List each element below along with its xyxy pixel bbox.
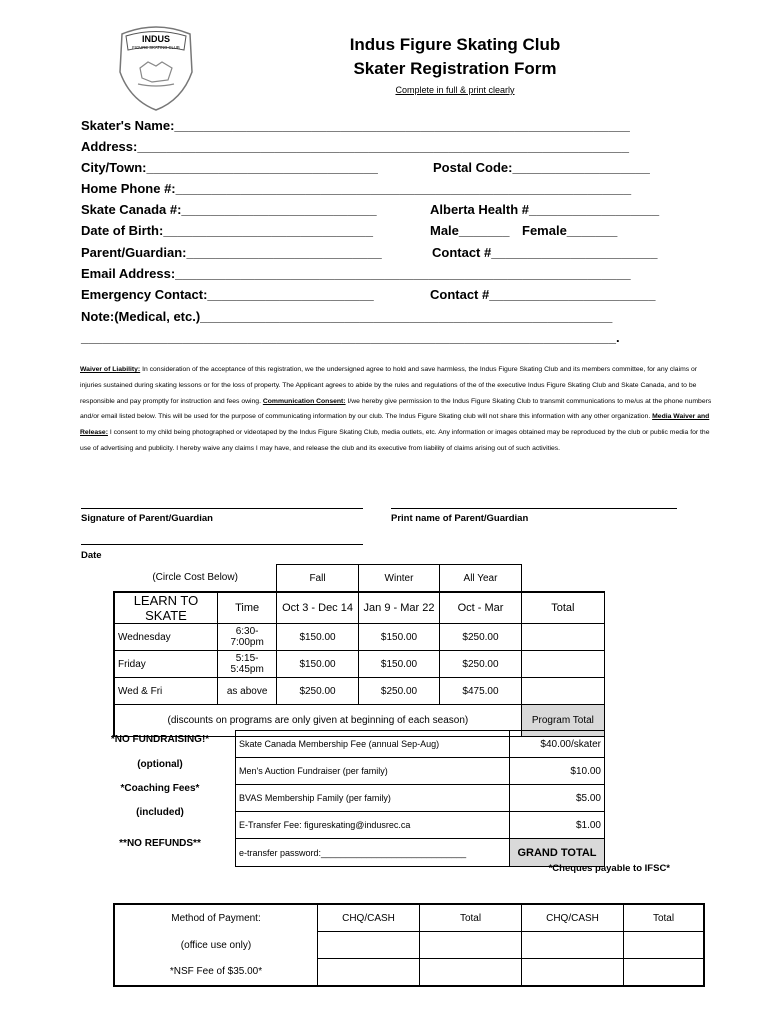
extra-fee-amount[interactable]: $1.00 (510, 812, 605, 839)
logo-text: INDUS (141, 34, 171, 44)
extra-fee-label: E-Transfer Fee: figureskating@indusrec.ca (236, 812, 510, 839)
winter-header: Winter (358, 565, 439, 593)
payment-col-chq2: CHQ/CASH (522, 904, 624, 932)
fee-row-all-year[interactable]: $250.00 (440, 651, 521, 678)
payment-col-total1: Total (420, 904, 522, 932)
fee-row-all-year[interactable]: $475.00 (440, 678, 521, 705)
fee-row-day: Wednesday (114, 624, 217, 651)
extras-table (235, 730, 605, 867)
fee-row-fall[interactable]: $150.00 (277, 651, 358, 678)
alberta-health-field[interactable]: Alberta Health #__________________ (430, 202, 660, 217)
no-fundraising-label: *NO FUNDRAISING!* (110, 734, 210, 745)
etransfer-password-field[interactable]: e-transfer password:_____________________________ (236, 839, 510, 867)
extra-fee-amount[interactable]: $5.00 (510, 785, 605, 812)
fee-row-total[interactable] (521, 678, 604, 705)
time-header: Time (217, 592, 276, 624)
payment-cell[interactable] (624, 959, 705, 987)
payment-cell[interactable] (522, 932, 624, 959)
discount-note: (discounts on programs are only given at beginning of each season) (114, 705, 521, 737)
payment-cell[interactable] (522, 959, 624, 987)
cheques-note: *Cheques payable to IFSC* (548, 863, 670, 874)
postal-code-field[interactable]: Postal Code:___________________ (433, 160, 650, 175)
parent-field[interactable]: Parent/Guardian:___________________________ (81, 245, 382, 260)
note-field[interactable]: Note:(Medical, etc.)_________________________________________________________ (81, 309, 613, 324)
fee-row-total[interactable] (521, 624, 604, 651)
payment-cell[interactable] (624, 932, 705, 959)
total-header: Total (521, 592, 604, 624)
fee-row-day: Friday (114, 651, 217, 678)
extra-fee-label: Men's Auction Fundraiser (per family) (236, 758, 510, 785)
waiver-body-2: I/we hereby give permission to the Indus Figure Skating Club to transmit communications to me/us at the phone numbers and/or email listed below. This will be used for the purpose of communicating information by our club. The Indus Figure Skating club will not share this information with any other organization. (80, 397, 712, 421)
payment-method-label: Method of Payment: (171, 912, 261, 924)
club-logo (112, 22, 200, 112)
nsf-fee-label: *NSF Fee of $35.00* (169, 966, 263, 978)
contact1-field[interactable]: Contact #_______________________ (432, 245, 658, 260)
logo-subtext: FIGURE SKATING CLUB (132, 45, 180, 50)
fee-row-winter[interactable]: $250.00 (358, 678, 439, 705)
form-title-line1: Indus Figure Skating Club (349, 35, 561, 54)
dob-field[interactable]: Date of Birth:_____________________________ (81, 223, 373, 238)
fee-row-time: 6:30-7:00pm (217, 624, 276, 651)
extra-fee-label: BVAS Membership Family (per family) (236, 785, 510, 812)
female-field[interactable]: Female_______ (522, 223, 618, 238)
extra-fee-amount[interactable]: $40.00/skater (510, 731, 605, 758)
city-field[interactable]: City/Town:________________________________ (81, 160, 378, 175)
all-year-dates: Oct - Mar (440, 592, 521, 624)
payment-cell[interactable] (420, 932, 522, 959)
program-total-label: Program Total (521, 705, 604, 737)
payment-col-chq1: CHQ/CASH (318, 904, 420, 932)
fall-header: Fall (277, 565, 358, 593)
payment-cell[interactable] (420, 959, 522, 987)
extra-fee-amount[interactable]: $10.00 (510, 758, 605, 785)
date-label: Date (81, 550, 102, 561)
waiver-heading: Waiver of Liability: (80, 366, 141, 373)
extra-fee-label: Skate Canada Membership Fee (annual Sep-Aug) (236, 731, 510, 758)
fee-row-wednesday[interactable] (114, 624, 605, 651)
home-phone-field[interactable]: Home Phone #:_______________________________________________________________ (81, 181, 632, 196)
male-field[interactable]: Male_______ (430, 223, 510, 238)
skate-canada-field[interactable]: Skate Canada #:___________________________ (81, 202, 377, 217)
contact2-field[interactable]: Contact #_______________________ (430, 287, 656, 302)
fee-row-wed-fri[interactable] (114, 678, 605, 705)
grand-total-label: GRAND TOTAL (510, 839, 605, 867)
print-name-label: Print name of Parent/Guardian (391, 513, 529, 524)
fee-row-fall[interactable]: $250.00 (277, 678, 358, 705)
signature-label: Signature of Parent/Guardian (81, 513, 213, 524)
winter-dates: Jan 9 - Mar 22 (358, 592, 439, 624)
waiver-body-1: In consideration of the acceptance of this registration, we the undersigned agree to hold and save harmless, the Indus Figure Skating Club and its members committee, for any claims or injuries sustained during skating lessons or for the loss of property. The Applicant agrees to abide by the rules and regulations of the of the executive Indus Figure Skating Club and Skate Canada, and to be responsible and pay promptly for instruction and fees owing. (80, 366, 698, 405)
waiver-text (80, 362, 720, 457)
all-year-header: All Year (440, 565, 521, 593)
media-waiver-heading: Media Waiver and Release: (80, 413, 710, 437)
communication-consent-heading: Communication Consent: (262, 397, 346, 405)
fee-row-all-year[interactable]: $250.00 (440, 624, 521, 651)
fall-dates: Oct 3 - Dec 14 (277, 592, 358, 624)
waiver-body-3: I consent to my child being photographed or videotaped by the Indus Figure Skating Club, media outlets, etc. Any information or images obtained may be reproduced by the club or public media for the use of advertising and publicity. I hereby waive any claims I may have, and release the club and its executive from liability of claims arising out of such activities. (80, 429, 710, 452)
no-refunds-label: **NO REFUNDS** (119, 838, 201, 849)
circle-cost-label: (Circle Cost Below) (152, 572, 238, 584)
payment-table (113, 903, 705, 987)
skater-name-field[interactable]: Skater's Name:_______________________________________________________________ (81, 118, 630, 133)
fee-row-time: as above (217, 678, 276, 705)
fee-row-time: 5:15-5:45pm (217, 651, 276, 678)
payment-cell[interactable] (318, 959, 420, 987)
print-name-line[interactable] (391, 508, 677, 509)
fee-row-friday[interactable] (114, 651, 605, 678)
fee-row-winter[interactable]: $150.00 (358, 651, 439, 678)
optional-label: (optional) (137, 759, 183, 770)
payment-col-total2: Total (624, 904, 705, 932)
learn-to-skate-header: LEARN TO SKATE (114, 592, 217, 624)
fee-row-total[interactable] (521, 651, 604, 678)
note-extra-line[interactable]: __________________________________________________________________________. (81, 330, 620, 345)
address-field[interactable]: Address:____________________________________________________________________ (81, 139, 629, 154)
fee-row-winter[interactable]: $150.00 (358, 624, 439, 651)
signature-line[interactable] (81, 508, 363, 509)
included-label: (included) (136, 807, 184, 818)
fee-row-day: Wed & Fri (114, 678, 217, 705)
form-title-line2: Skater Registration Form (353, 59, 557, 78)
payment-cell[interactable] (318, 932, 420, 959)
date-line[interactable] (81, 544, 363, 545)
email-field[interactable]: Email Address:_______________________________________________________________ (81, 266, 631, 281)
emergency-contact-field[interactable]: Emergency Contact:_______________________ (81, 287, 374, 302)
form-subtitle: Complete in full & print clearly (395, 85, 515, 95)
coaching-fees-label: *Coaching Fees* (120, 783, 200, 794)
office-use-label: (office use only) (180, 939, 252, 951)
fee-table (113, 564, 605, 737)
fee-row-fall[interactable]: $150.00 (277, 624, 358, 651)
